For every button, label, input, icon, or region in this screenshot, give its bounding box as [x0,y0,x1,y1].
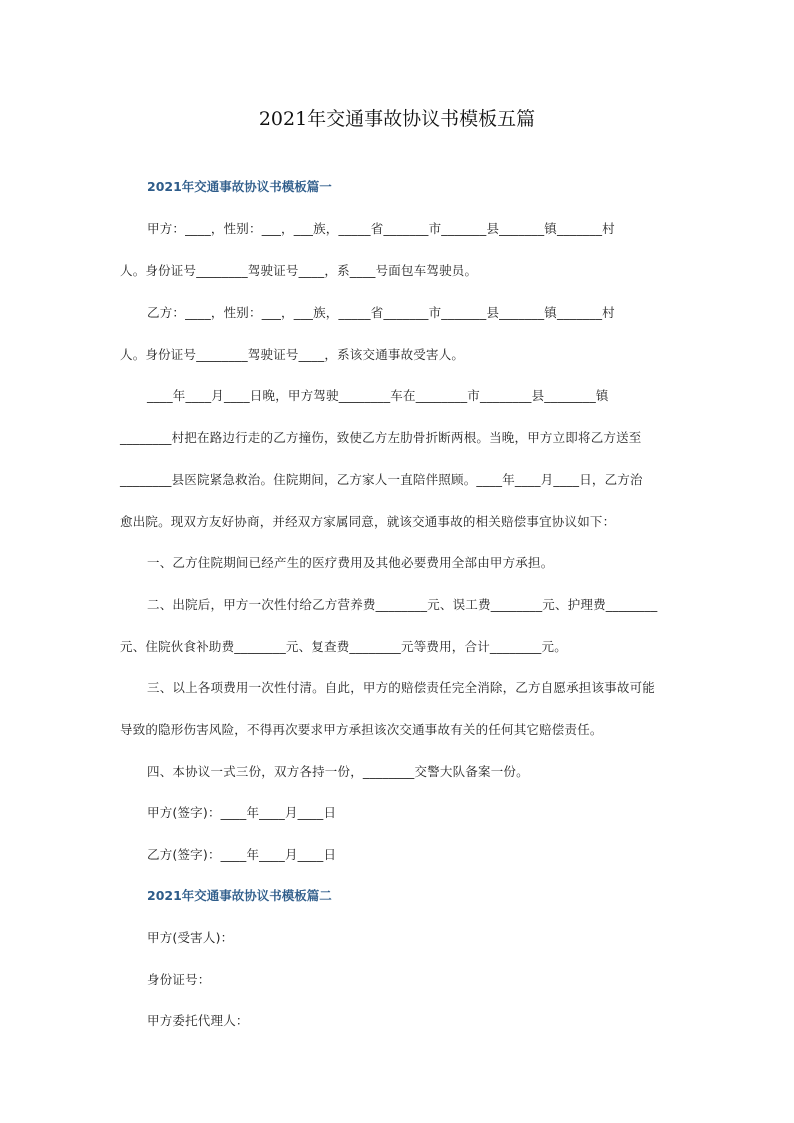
paragraph-line: 乙方：____，性别：___，___族，_____省_______市_______县_______镇_______村 [147,305,615,320]
paragraph-line: 二、出院后，甲方一次性付给乙方营养费________元、误工费________元、护理费________ [147,597,658,612]
paragraph-line: 一、乙方住院期间已经产生的医疗费用及其他必要费用全部由甲方承担。 [147,555,554,570]
paragraph-line: 人。身份证号________驾驶证号____，系____号面包车驾驶员。 [120,263,478,278]
paragraph-line: 身份证号： [147,972,211,987]
paragraph-line: ________县医院紧急救治。住院期间，乙方家人一直陪伴照顾。____年____月____日，乙方治 [120,472,643,487]
paragraph-line: 人。身份证号________驾驶证号____，系该交通事故受害人。 [120,347,465,362]
paragraph-line: 愈出院。现双方友好协商，并经双方家属同意，就该交通事故的相关赔偿事宜协议如下： [120,514,616,529]
paragraph-line: 元、住院伙食补助费________元、复查费________元等费用，合计________元。 [120,639,567,654]
section-heading-1: 2021年交通事故协议书模板篇一 [147,179,332,194]
signature-line-party-a: 甲方(签字)：____年____月____日 [147,805,337,820]
document-title: 2021年交通事故协议书模板五篇 [258,108,536,130]
section-heading-2: 2021年交通事故协议书模板篇二 [147,888,332,903]
paragraph-line: ________村把在路边行走的乙方撞伤，致使乙方左肋骨折断两根。当晚，甲方立即将乙方送至 [120,430,642,445]
paragraph-line: 导致的隐形伤害风险，不得再次要求甲方承担该次交通事故有关的任何其它赔偿责任。 [120,722,603,737]
paragraph-line: 甲方(受害人)： [147,930,234,945]
paragraph-line: ____年____月____日晚，甲方驾驶________车在________市________县________镇 [147,388,609,403]
paragraph-line: 甲方委托代理人： [147,1013,249,1028]
paragraph-line: 四、本协议一式三份，双方各持一份，________交警大队备案一份。 [147,764,529,779]
paragraph-line: 三、以上各项费用一次性付清。自此，甲方的赔偿责任完全消除，乙方自愿承担该事故可能 [147,680,656,695]
paragraph-line: 甲方：____，性别：___，___族，_____省_______市_______县_______镇_______村 [147,221,615,236]
signature-line-party-b: 乙方(签字)：____年____月____日 [147,847,337,862]
